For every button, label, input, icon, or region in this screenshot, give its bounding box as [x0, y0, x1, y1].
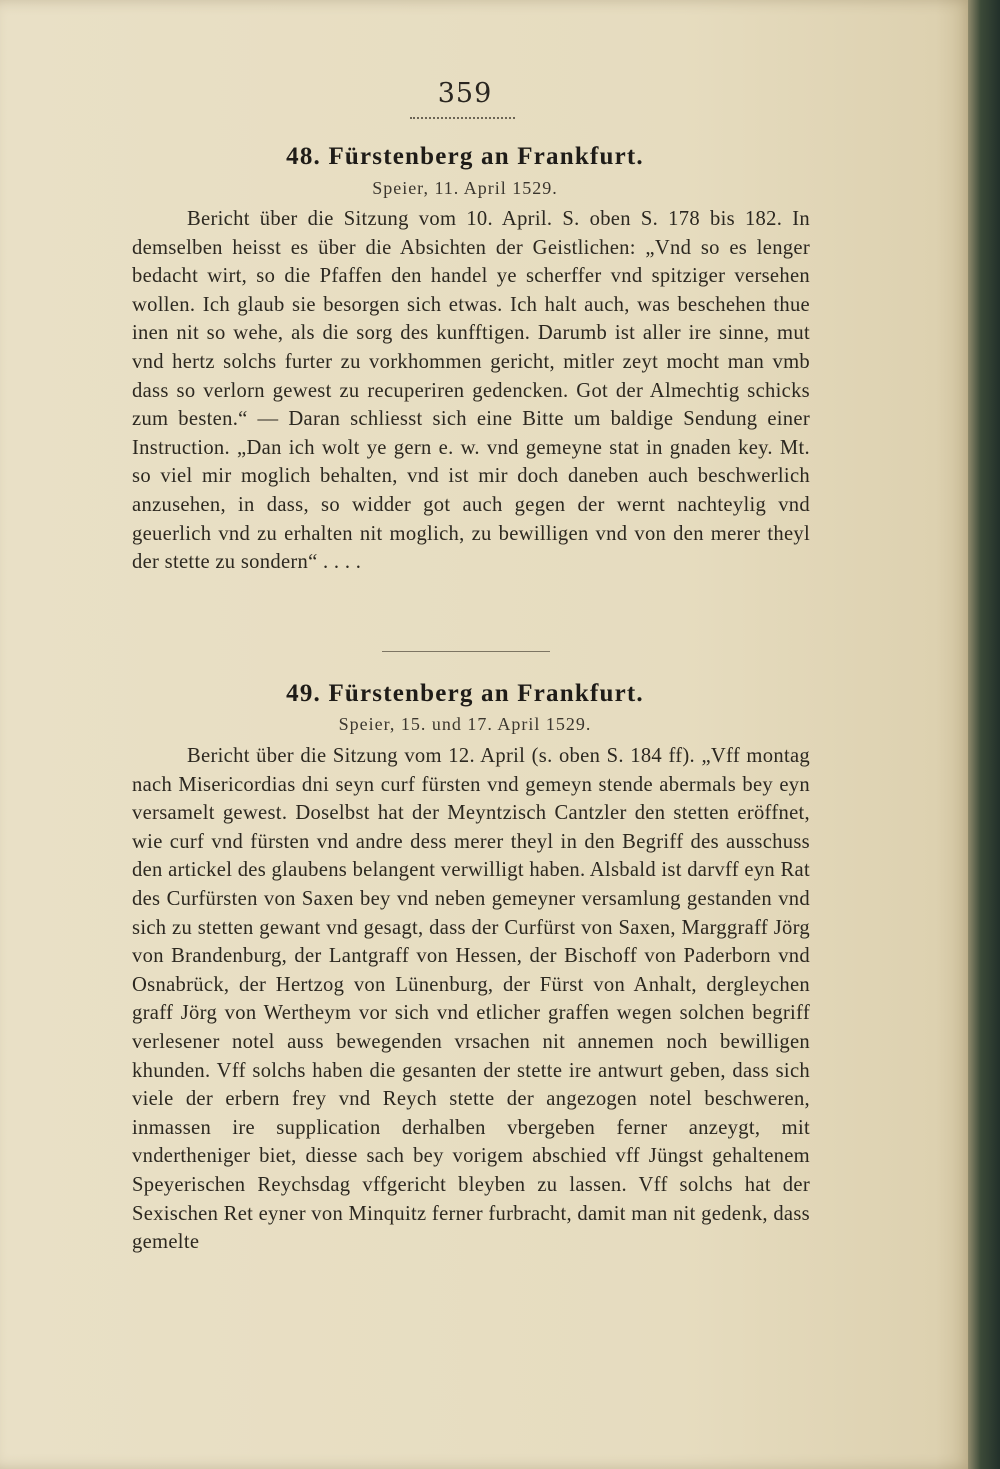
book-cover-edge — [968, 0, 1000, 1469]
page-number: 359 — [437, 78, 493, 109]
page-number-ornament — [410, 114, 515, 119]
section-divider — [382, 651, 550, 652]
section-49-title: 49. Fürstenberg an Frankfurt. — [286, 680, 644, 707]
section-49-subtitle: Speier, 15. und 17. April 1529. — [338, 714, 592, 734]
section-48-paragraph: Bericht über die Sitzung vom 10. April. S. oben S. 178 bis 182. In demselben heisst es über die Absichten der Geistlichen: „Vnd so es lenger bedacht wirt, so die Pfaffen den handel ye scherffer vnd spitziger versehen wollen. Ich glaub sie besorgen sich etwas. Ich halt auch, was beschehen thue inen nit so wehe, als die sorg des kunfftigen. Darumb ist aller ire sinne, mut vnd hertz solchs furter zu vorkhommen gericht, mitler zeyt mocht man vmb dass so verlorn gewest zu recuperiren gedencken. Got der Almechtig schicks zum besten.“ — Daran schliesst sich eine Bitte um baldige Sendung einer Instruction. „Dan ich wolt ye gern e. w. vnd gemeyne stat in gnaden key. Mt. so viel mir moglich behalten, vnd ist mir doch daneben auch beschwerlich anzusehen, in dass, so widder got auch gegen der wernt nachteylig vnd geuerlich vnd zu erhalten nit moglich, zu bewilligen vnd von den merer theyl der stette zu sondern“ . . . . — [132, 208, 810, 574]
section-48-title: 48. Fürstenberg an Frankfurt. — [286, 143, 644, 170]
section-49-paragraph: Bericht über die Sitzung vom 12. April (s. oben S. 184 ff). „Vff montag nach Misericordias dni seyn curf fürsten vnd gemeyn stende abermals bey eyn versamelt gewest. Doselbst hat der Meyntzisch Cantzler den stetten eröffnet, wie curf vnd fürsten vnd andre dess merer theyl in den Begriff des ausschuss den artickel des glaubens belangent verwilligt haben. Alsbald ist darvff eyn Rat des Curfürsten von Saxen bey vnd neben gemeyner versamlung gestanden vnd sich zu stetten gewant vnd gesagt, dass der Curfürst von Saxen, Marggraff Jörg von Brandenburg, der Lantgraff von Hessen, der Bischoff von Paderborn vnd Osnabrück, der Hertzog von Lünenburg, der Fürst von Anhalt, dergleychen graff Jörg von Wertheym vor sich vnd etlicher graffen wegen solchen begriff verlesener notel auss bewegenden vrsachen nit annemen noch bewilligen khunden. Vff solchs haben die gesanten der stette ire antwurt geben, dass sich viele der erbern frey vnd Reych stette der angezogen notel beschweren, inmassen ire supplication derhalben vbergeben ferner anzeygt, mit vndertheniger biet, diesse sach bey vorigem abschied vff Jüngst gehaltenem Speyerischen Reychsdag vffgericht bleyben zu lassen. Vff solchs hat der Sexischen Ret eyner von Minquitz ferner furbracht, damit man nit gedenk, dass gemelte — [132, 745, 810, 1254]
section-48-body — [132, 205, 810, 577]
section-49-body — [132, 742, 810, 1257]
section-48-subtitle: Speier, 11. April 1529. — [372, 178, 558, 198]
